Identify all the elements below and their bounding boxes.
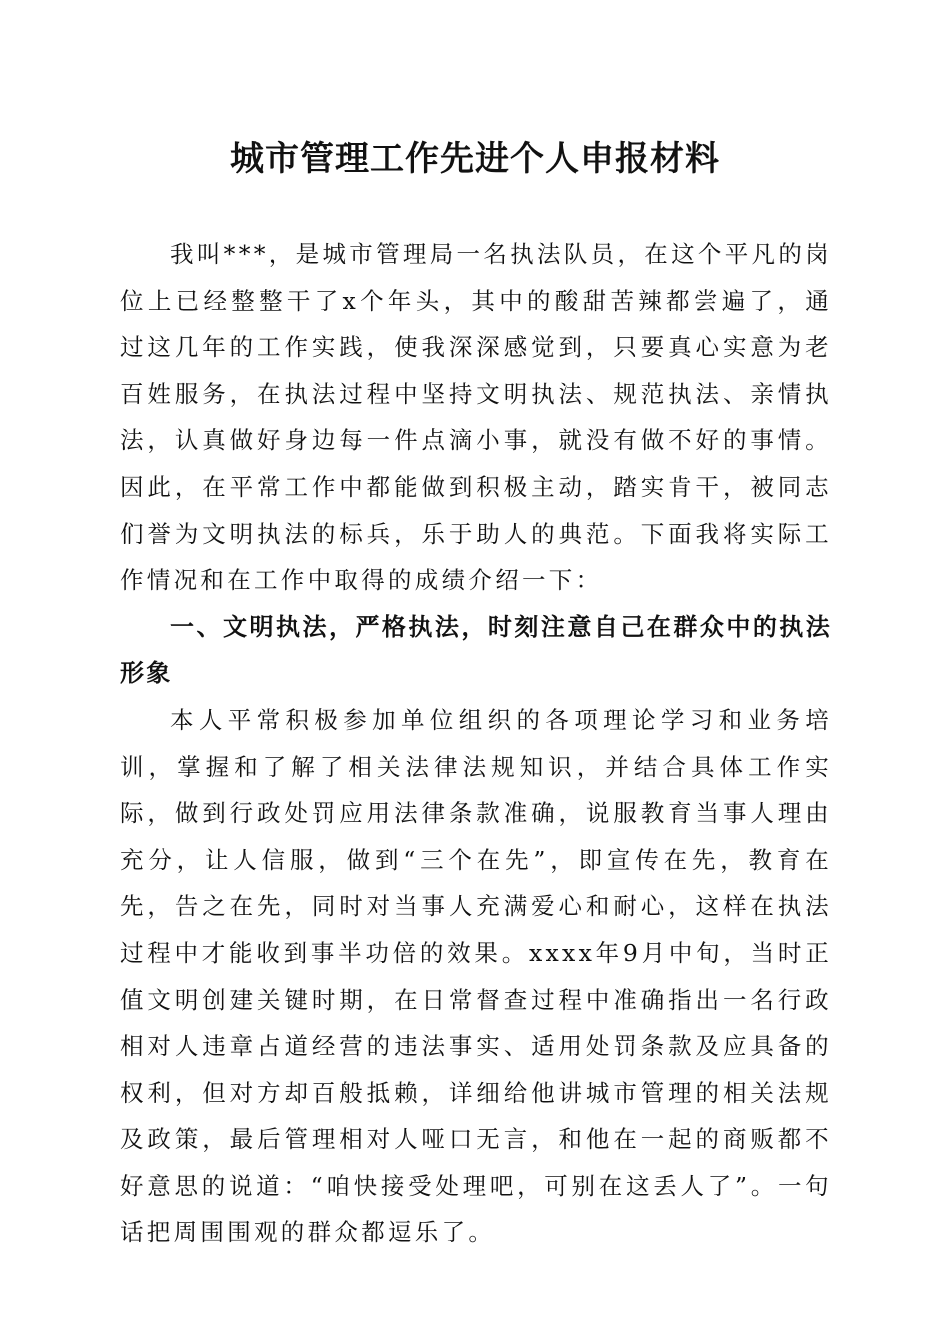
- document-body: [120, 231, 832, 1256]
- document-title: 城市管理工作先进个人申报材料: [230, 139, 720, 179]
- section-heading: 一、文明执法，严格执法，时刻注意自己在群众中的执法形象: [120, 612, 832, 688]
- section-paragraph: 本人平常积极参加单位组织的各项理论学习和业务培训，掌握和了解了相关法律法规知识，并结合具体工作实际，做到行政处罚应用法律条款准确，说服教育当事人理由充分，让人信服，做到“三个在先”，即宣传在先，教育在先，告之在先，同时对当事人充满爱心和耐心，这样在执法过程中才能收到事半功倍的效果。xxxx年9月中旬，当时正值文明创建关键时期，在日常督查过程中准确指出一名行政相对人违章占道经营的违法事实、适用处罚条款及应具备的权利，但对方却百般抵赖，详细给他讲城市管理的相关法规及政策，最后管理相对人哑口无言，和他在一起的商贩都不好意思的说道：“咱快接受处理吧，可别在这丢人了”。一句话把周围围观的群众都逗乐了。: [120, 705, 832, 1247]
- intro-paragraph: 我叫***，是城市管理局一名执法队员，在这个平凡的岗位上已经整整干了x个年头，其中的酸甜苦辣都尝遍了，通过这几年的工作实践，使我深深感觉到，只要真心实意为老百姓服务，在执法过程中坚持文明执法、规范执法、亲情执法，认真做好身边每一件点滴小事，就没有做不好的事情。因此，在平常工作中都能做到积极主动，踏实肯干，被同志们誉为文明执法的标兵，乐于助人的典范。下面我将实际工作情况和在工作中取得的成绩介绍一下：: [120, 240, 832, 595]
